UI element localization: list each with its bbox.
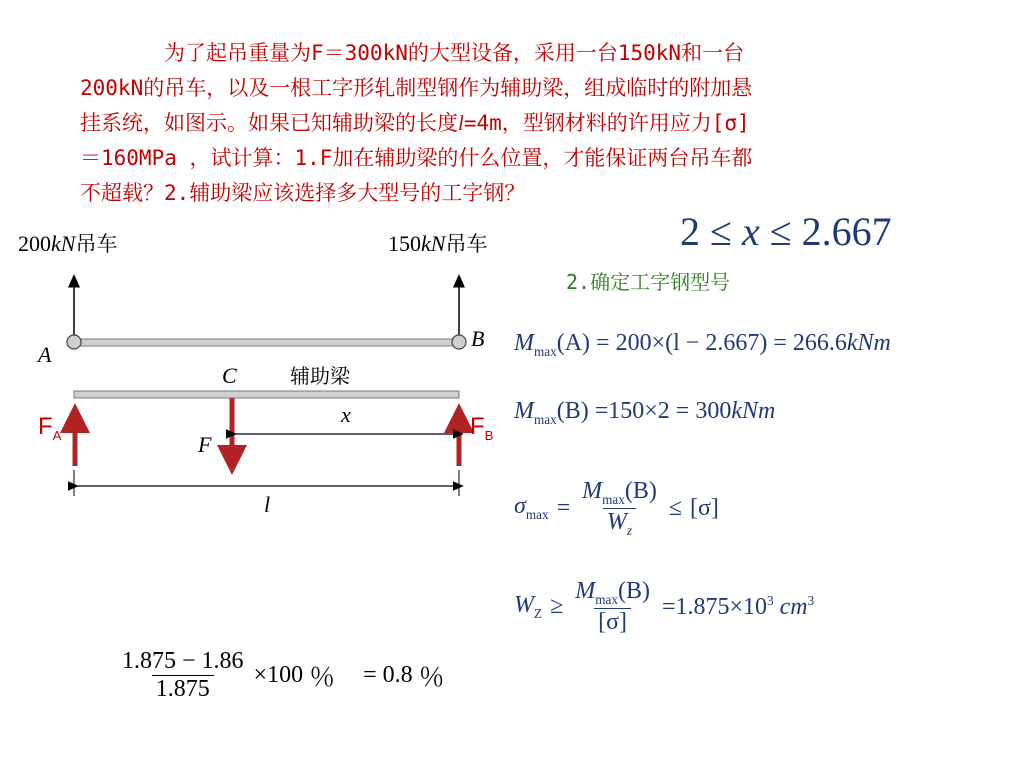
beam-diagram [0,220,520,530]
upper-beam [74,339,459,346]
reaction-FB-label: $F_B$ [470,413,494,443]
beam-name-label: 辅助梁 [290,364,350,388]
moment-B-equation: $M_{max}(B) =150\times 2 = 300kNm$ [514,398,776,427]
auxiliary-beam [74,391,459,398]
problem-line-5: 不超载？2.辅助梁应该选择多大型号的工字钢？ [80,181,526,205]
problem-statement [80,36,980,211]
stress-condition-equation: $\sigma_{max}$ = $\frac{M_{max}(B)}{W_z}$ ≤ [σ] [514,478,719,538]
problem-line-2: 200kN的吊车，以及一根工字形轧制型钢作为辅助梁，组成临时的附加悬 [80,76,753,100]
point-B-label: B [471,326,485,351]
point-A-label: A [38,342,52,367]
moment-A-equation: $M_{max}(A) = 200\times(l - 2.667) = 266.6kNm$ [514,330,891,359]
problem-line-4: ＝160MPa ，试计算：1.F加在辅助梁的什么位置，才能保证两台吊车都 [80,146,753,170]
problem-line-3: 挂系统，如图示。如果已知辅助梁的长度l=4m，型钢材料的许用应力[σ] [80,111,750,135]
error-percentage-equation: $\frac{1.875 - 1.86}{1.875}$ ×100 ％ = 0.8 ％ [122,648,445,702]
reaction-FA-label: $F_A$ [38,413,62,443]
step-2-heading: 2.确定工字钢型号 [566,270,731,294]
crane-right-label: 150kN吊车 [388,231,488,256]
problem-line-1: 为了起吊重量为F＝300kN的大型设备，采用一台150kN和一台 [80,41,745,65]
section-modulus-equation: $W_Z$ ≥ $\frac{M_{max}(B)}{[\sigma]}$ $=1.875\times 10^3$ $cm^3$ [514,578,815,635]
pin-A [67,335,81,349]
range-inequality: 2 ≤ x ≤ 2.667 [680,209,892,254]
load-F-label: F [198,432,212,457]
crane-left-label: 200kN吊车 [18,231,118,256]
point-C-label: C [222,363,237,388]
pin-B [452,335,466,349]
l-label: l [264,492,271,517]
x-label: x [341,402,351,427]
